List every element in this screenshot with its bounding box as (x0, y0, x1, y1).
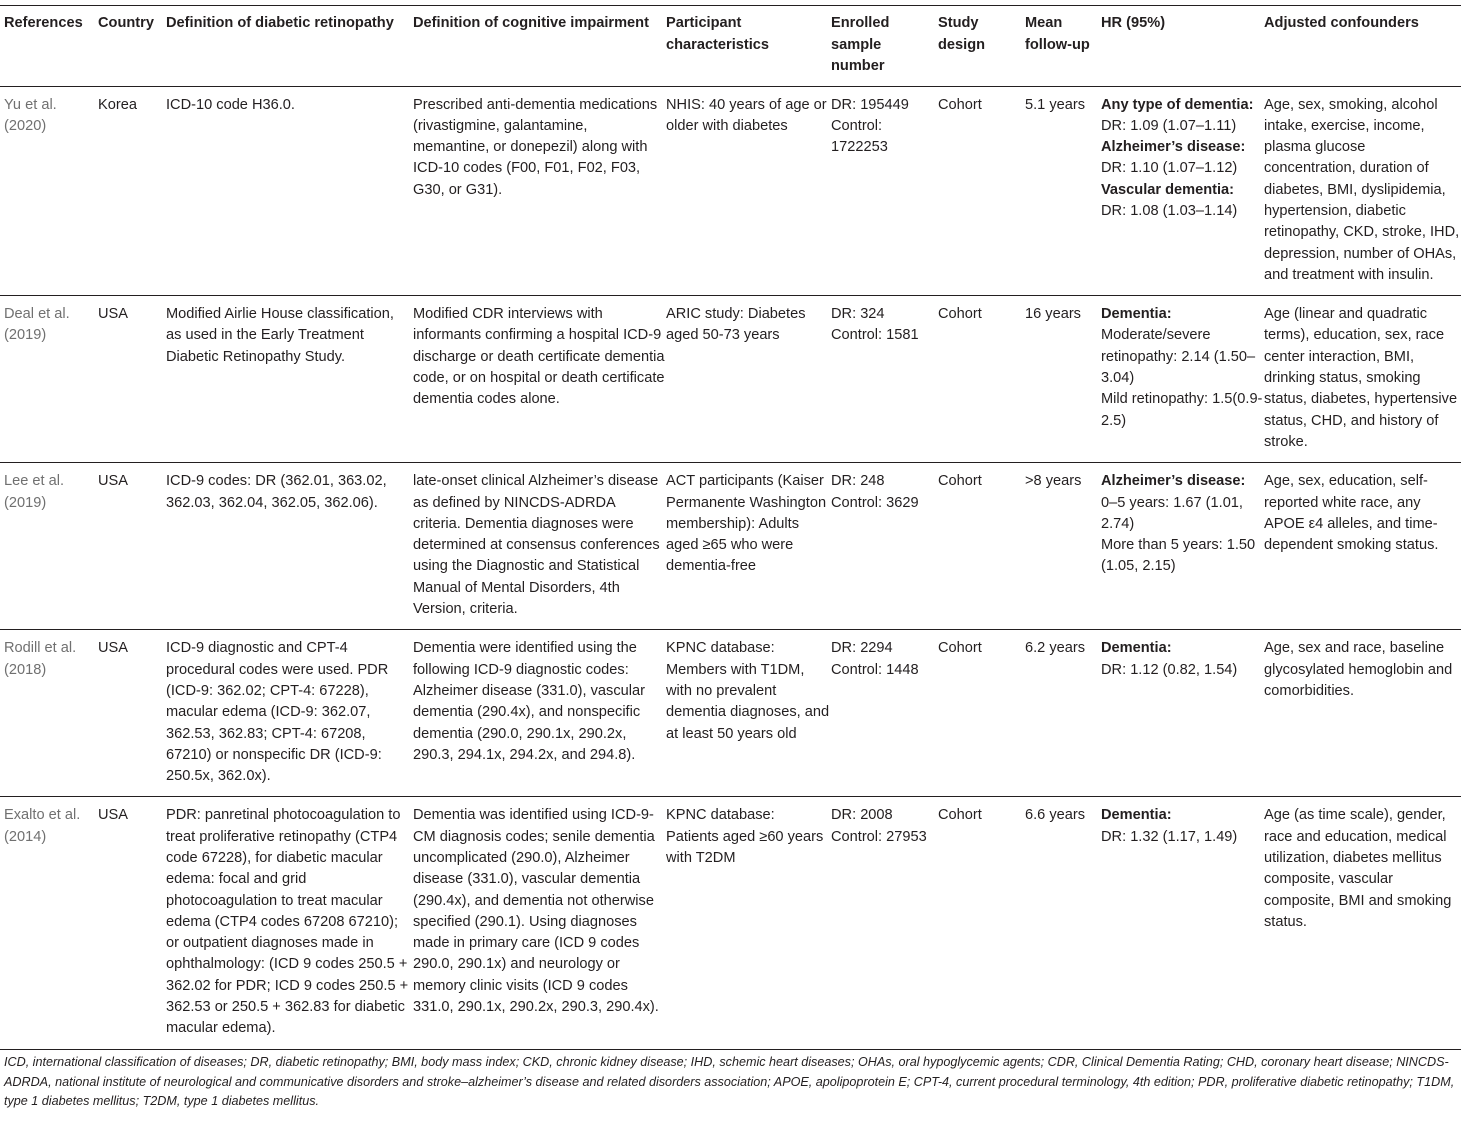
hr-label: Alzheimer’s disease: (1101, 139, 1246, 156)
hr-value: DR: 1.09 (1.07–1.11) (1101, 117, 1237, 134)
cell-design: Cohort (938, 807, 982, 824)
cell-sample: DR: 248 Control: 3629 (831, 473, 919, 511)
cell-followup: 16 years (1025, 306, 1081, 323)
hr-value: 0–5 years: 1.67 (1.01, 2.74) (1101, 494, 1248, 532)
cell-ci-definition: late-onset clinical Alzheimer’s disease as defined by NINCDS-ADRDA criteria. Dementia diagnoses were determined at consensus conferences using the Diagnostic and Statistical Manual of Mental Disorders, 4th Version, criteria. (413, 473, 660, 618)
header-ci-definition: Definition of cognitive impairment (413, 15, 649, 31)
cell-ci-definition: Modified CDR interviews with informants confirming a hospital ICD-9 discharge or death certificate dementia code, or on hospital or death certificate dementia codes alone. (413, 306, 665, 408)
table-header (0, 6, 1461, 87)
header-references: References (4, 15, 83, 31)
cell-participants: KPNC database: Members with T1DM, with no prevalent dementia diagnoses, and at least 50 years old (666, 640, 830, 742)
cell-hr (1101, 296, 1264, 463)
cell-hr (1101, 463, 1264, 630)
cell-participants: KPNC database: Patients aged ≥60 years with T2DM (666, 807, 824, 866)
hr-value: Moderate/severe retinopathy: 2.14 (1.50–3.04) (1101, 327, 1256, 387)
cell-design: Cohort (938, 306, 982, 323)
table-row (0, 797, 1461, 1049)
header-dr-definition: Definition of diabetic retinopathy (166, 15, 394, 31)
cell-ci-definition: Dementia was identified using ICD-9-CM diagnosis codes; senile dementia uncomplicated (290.0), Alzheimer disease (331.0), vascular dementia (290.4x), and dementia not otherwise specified (290.1). Using diagnoses made in primary care (ICD 9 codes 290.0, 290.1x) and neurology or memory clinic visits (ICD 9 codes 331.0, 290.1x, 290.2x, 290.3, 290.4x). (413, 807, 659, 1016)
hr-label: Dementia: (1101, 306, 1172, 323)
cell-design: Cohort (938, 640, 982, 657)
hr-value: Mild retinopathy: 1.5(0.9-2.5) (1101, 391, 1263, 429)
header-confounders: Adjusted confounders (1264, 15, 1419, 31)
cell-participants: ARIC study: Diabetes aged 50-73 years (666, 306, 806, 344)
cell-design: Cohort (938, 96, 982, 113)
cell-confounders: Age (linear and quadratic terms), education, sex, race center interaction, BMI, drinking status, smoking status, diabetes, hypertensive status, CHD, and history of stroke. (1264, 306, 1458, 450)
cell-sample: DR: 324 Control: 1581 (831, 306, 919, 344)
cell-followup: >8 years (1025, 473, 1082, 490)
cell-hr (1101, 797, 1264, 1049)
header-participants: Participant characteristics (666, 15, 770, 53)
header-followup: Mean follow-up (1025, 15, 1090, 53)
hr-label: Dementia: (1101, 807, 1172, 824)
cell-participants: ACT participants (Kaiser Permanente Washington membership): Adults aged ≥65 who were dementia-free (666, 473, 827, 575)
table-row (0, 86, 1461, 296)
cell-confounders: Age, sex and race, baseline glycosylated hemoglobin and comorbidities. (1264, 640, 1453, 699)
cell-dr-definition: ICD-9 diagnostic and CPT-4 procedural codes were used. PDR (ICD-9: 362.02; CPT-4: 67228), macular edema (ICD-9: 362.07, 362.53, 362.83; CPT-4: 67208, 67210) or nonspecific DR (ICD-9: 250.5x, 362.0x). (166, 640, 389, 785)
cell-confounders: Age, sex, education, self-reported white race, any APOE ε4 alleles, and time-dependent smoking status. (1264, 473, 1439, 554)
cell-hr (1101, 86, 1264, 296)
cell-hr (1101, 630, 1264, 797)
hr-label: Dementia: (1101, 640, 1172, 657)
table-footnote: ICD, international classification of diseases; DR, diabetic retinopathy; BMI, body mass index; CKD, chronic kidney disease; IHD, schemic heart diseases; OHAs, oral hypoglycemic agents; CDR, Clinical Dementia Rating; CHD, coronary heart disease; NINCDS-ADRDA, national institute of neurological and communicative disorders and stroke–alzheimer’s disease and related disorders association; APOE, apolipoprotein E; CPT-4, current procedural terminology, 4th edition; PDR, proliferative diabetic retinopathy; T1DM, type 1 diabetes mellitus; T2DM, type 1 diabetes mellitus. (4, 1055, 1455, 1109)
header-sample: Enrolled sample number (831, 15, 890, 74)
cell-dr-definition: ICD-10 code H36.0. (166, 96, 295, 113)
cell-dr-definition: PDR: panretinal photocoagulation to treat proliferative retinopathy (CTP4 code 67228), for diabetic macular edema: focal and grid photocoagulation to treat macular edema (CTP4 codes 67208 67210); or outpatient diagnoses made in ophthalmology: (ICD 9 codes 250.5 + 362.02 for PDR; ICD 9 codes 250.5 + 362.53 or 250.5 + 362.83 for diabetic macular edema). (166, 807, 409, 1037)
cell-country: Korea (98, 96, 137, 113)
hr-value: DR: 1.12 (0.82, 1.54) (1101, 661, 1238, 678)
cell-country: USA (98, 473, 129, 490)
study-table (0, 5, 1461, 1050)
header-design: Study design (938, 15, 986, 53)
cell-country: USA (98, 807, 129, 824)
hr-label: Any type of dementia: (1101, 96, 1254, 113)
cell-sample: DR: 195449 Control: 1722253 (831, 96, 909, 156)
cell-reference: Lee et al. (2019) (4, 473, 65, 511)
cell-reference: Exalto et al. (2014) (4, 807, 81, 845)
table-row (0, 463, 1461, 630)
cell-ci-definition: Dementia were identified using the following ICD-9 diagnostic codes: Alzheimer disease (331.0), vascular dementia (290.4x), and nonspecific dementia (290.0, 290.1x, 290.2x, 290.3, 294.1x, 294.2x, and 294.8). (413, 640, 645, 763)
cell-confounders: Age (as time scale), gender, race and education, medical utilization, diabetes mellitus composite, vascular composite, BMI and smoking status. (1264, 807, 1452, 930)
cell-sample: DR: 2008 Control: 27953 (831, 807, 927, 845)
cell-reference: Yu et al. (2020) (4, 96, 57, 134)
hr-value: DR: 1.32 (1.17, 1.49) (1101, 828, 1238, 845)
cell-participants: NHIS: 40 years of age or older with diabetes (666, 96, 827, 134)
hr-value: DR: 1.08 (1.03–1.14) (1101, 202, 1238, 219)
table-row (0, 630, 1461, 797)
cell-followup: 6.6 years (1025, 807, 1086, 824)
cell-reference: Rodill et al. (2018) (4, 640, 77, 678)
cell-dr-definition: Modified Airlie House classification, as used in the Early Treatment Diabetic Retinopathy Study. (166, 306, 394, 365)
hr-label: Vascular dementia: (1101, 181, 1235, 198)
cell-country: USA (98, 640, 129, 657)
cell-followup: 5.1 years (1025, 96, 1086, 113)
cell-country: USA (98, 306, 129, 323)
cell-confounders: Age, sex, smoking, alcohol intake, exercise, income, plasma glucose concentration, duration of diabetes, BMI, dyslipidemia, hypertension, diabetic retinopathy, CKD, stroke, IHD, depression, number of OHAs, and treatment with insulin. (1264, 96, 1460, 283)
header-hr: HR (95%) (1101, 15, 1166, 31)
table-body (0, 86, 1461, 1049)
cell-dr-definition: ICD-9 codes: DR (362.01, 363.02, 362.03, 362.04, 362.05, 362.06). (166, 473, 387, 511)
cell-followup: 6.2 years (1025, 640, 1086, 657)
hr-value: DR: 1.10 (1.07–1.12) (1101, 160, 1238, 177)
cell-reference: Deal et al. (2019) (4, 306, 70, 344)
header-row (0, 6, 1461, 87)
hr-value: More than 5 years: 1.50 (1.05, 2.15) (1101, 537, 1260, 575)
hr-label: Alzheimer’s disease: (1101, 473, 1246, 490)
header-country: Country (98, 15, 154, 31)
cell-design: Cohort (938, 473, 982, 490)
table-row (0, 296, 1461, 463)
cell-sample: DR: 2294 Control: 1448 (831, 640, 919, 678)
cell-ci-definition: Prescribed anti-dementia medications (rivastigmine, galantamine, memantine, or donepezil) along with ICD-10 codes (F00, F01, F02, F03, G30, or G31). (413, 96, 658, 198)
